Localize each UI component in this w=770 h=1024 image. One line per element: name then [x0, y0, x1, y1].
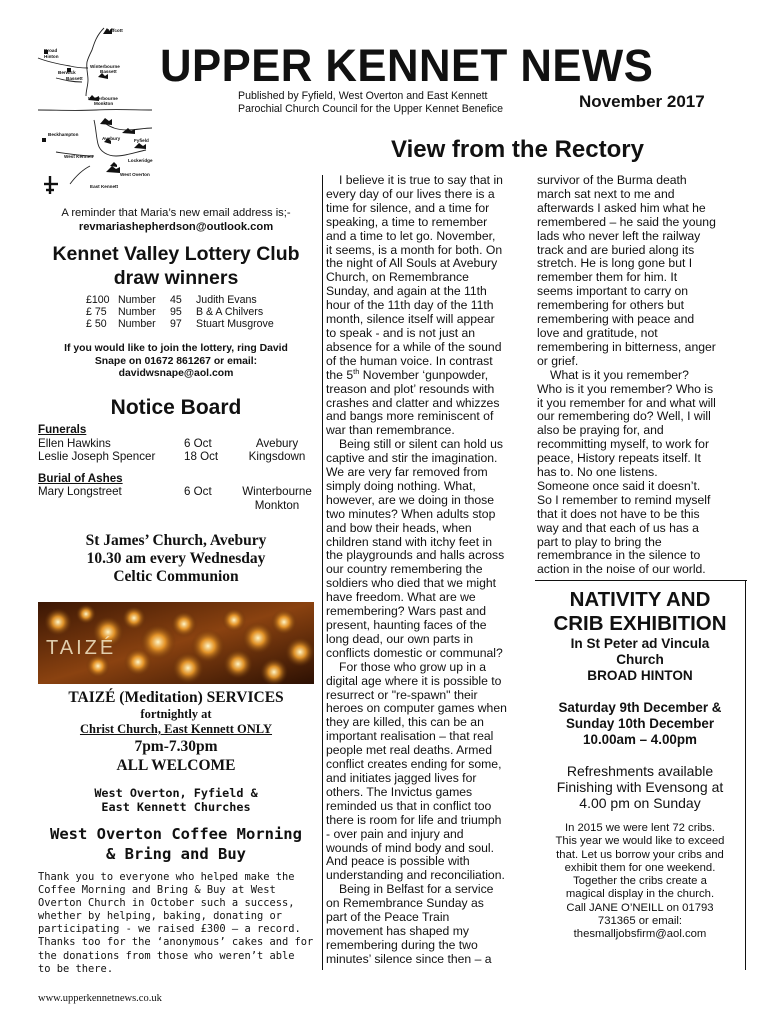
article-line: remembering for others but [537, 298, 684, 313]
area-map-illustration [36, 24, 154, 200]
lottery-prize: £ 50 [86, 318, 107, 330]
nativity-crib-appeal [537, 822, 743, 942]
article-line: two minutes? When adults stop [326, 506, 496, 521]
article-line: on Remembrance Sunday as [326, 896, 484, 911]
nativity-date-line-1: Saturday 9th December & [558, 700, 722, 715]
candle-glow [44, 608, 72, 636]
lottery-winner-row [86, 306, 274, 318]
nativity-title [537, 588, 743, 636]
map-label-broad-hinton-1: Broad [44, 48, 58, 53]
article-line: treason and plot’ resounds with [326, 381, 495, 396]
nativity-refresh-line-1: Refreshments available [566, 763, 714, 779]
nativity-title-line-1: NATIVITY AND [569, 588, 711, 611]
nativity-venue-line-1: In St Peter ad Vincula [570, 636, 710, 651]
rectory-article-title: View from the Rectory [391, 136, 644, 163]
article-line: remembrance in the silence to [537, 548, 701, 563]
article-line: remembered – he said the young [537, 214, 716, 229]
nativity-refresh-line-2: Finishing with Evensong at [556, 779, 724, 795]
article-line: simply doing nothing. What, [326, 478, 476, 493]
article-line: afterwards I asked him what he [537, 200, 706, 215]
publisher-line-2: Parochial Church Council for the Upper Kennet Benefice [238, 102, 503, 115]
taize-location: Christ Church, East Kennett ONLY [79, 722, 273, 736]
article-line: and a time to let go. November, [326, 228, 496, 243]
nativity-time: 10.00am – 4.00pm [583, 731, 697, 747]
article-line: movement has shaped my [326, 923, 469, 938]
article-line: war than remembrance. [326, 423, 455, 438]
email-address[interactable]: revmariashepherdson@outlook.com [78, 221, 274, 233]
article-line: part of the Peace Train [326, 910, 450, 925]
article-line: love and gratitude, not [537, 325, 658, 340]
map-label-berwick-1: Berwick [58, 70, 76, 75]
article-line: and initiates jagged lives for [326, 770, 477, 785]
article-line: stretch. He is long gone but I [537, 256, 693, 271]
article-paragraph [326, 366, 532, 439]
article-line: month, silence itself will appear [326, 312, 495, 327]
map-label-broad-hinton-2: Hinton [44, 54, 59, 59]
article-line: it you remember for and what will [537, 395, 716, 410]
article-line: And peace is possible with [326, 854, 470, 869]
article-line: the 5th November ‘gunpowder, [326, 366, 489, 382]
article-line: every day of our lives there is a [326, 186, 495, 201]
st-james-notice [38, 532, 314, 586]
article-line: of the human voice. In contrast [326, 353, 493, 368]
lottery-title-line-1: Kennet Valley Lottery Club [52, 243, 300, 265]
article-line: they are killed, this can be an [326, 715, 484, 730]
article-paragraph [537, 174, 743, 369]
article-paragraph [326, 438, 532, 661]
lottery-label: Number [118, 294, 156, 306]
taize-welcome: ALL WELCOME [116, 757, 236, 774]
st-james-line-2: 10.30 am every Wednesday [86, 550, 266, 567]
article-line: people met real deaths. Armed [326, 743, 492, 758]
article-line: present, haunting faces of the [326, 618, 487, 632]
article-line: heroes on computer games when [326, 701, 507, 716]
article-line: however, are we doing in those [326, 492, 495, 507]
article-line: So I remember to remind myself [537, 492, 711, 507]
map-label-winterbourne-bassett-2: Bassett [100, 69, 117, 74]
funeral-date: 6 Oct [184, 436, 212, 450]
coffee-title-line-2: & Bring and Buy [106, 845, 246, 863]
article-line: reminded us that in conflict too [326, 798, 492, 813]
article-line: crashes and clatter and whizzes [326, 395, 500, 410]
notice-board [38, 423, 314, 512]
article-paragraph [326, 174, 532, 369]
map-label-uffcott: Uffcott [108, 28, 123, 33]
map-label-east-kennett: East Kennett [90, 184, 119, 189]
article-line: resurrect or "re-spawn" their [326, 687, 478, 702]
candle-glow [172, 652, 204, 684]
article-line: Church, on Remembrance [326, 270, 469, 285]
article-line: Who is it you remember? Who is [537, 381, 714, 396]
article-line: the playgrounds and halls across [326, 548, 505, 563]
article-line: Being in Belfast for a service [339, 882, 494, 897]
lottery-prize: £ 75 [86, 306, 107, 318]
funeral-name: Ellen Hawkins [38, 436, 111, 450]
article-line: there is room for life and triumph [326, 812, 502, 827]
nativity-refreshments [537, 763, 743, 811]
ashes-heading: Burial of Ashes [38, 471, 123, 485]
coffee-body-line: the donations from those who weren’t able [38, 949, 295, 962]
map-label-winterbourne-monkton-2: Monkton [94, 101, 114, 106]
article-line: time for silence, and a time for [326, 200, 490, 215]
nativity-appeal-line: magical display in the church. [565, 888, 715, 901]
nativity-box-right-border [745, 580, 746, 970]
map-label-fyfield: Fyfield [134, 138, 149, 143]
candle-glow [222, 608, 246, 632]
article-line: Sunday, and again at the 11th [326, 284, 487, 299]
article-line: track and are buried along its [537, 242, 695, 257]
article-line: lads who never left the railway [537, 228, 701, 243]
article-line: captive and stir the imagination. [326, 451, 498, 466]
coffee-body-line: Overton Church in October such a success, [38, 897, 295, 910]
rectory-article-column-2 [537, 174, 743, 577]
nativity-appeal-line: Together the cribs create a [573, 875, 707, 888]
notice-board-title: Notice Board [110, 396, 242, 419]
lottery-name: B & A Chilvers [196, 306, 264, 318]
lottery-title [38, 242, 314, 290]
article-line: seems important to carry on [537, 284, 689, 299]
article-line: minutes’ silence since then – a [326, 951, 492, 966]
article-line: remember them for him. It [537, 270, 678, 285]
candle-glow [271, 609, 297, 635]
lottery-title-line-2: draw winners [113, 267, 239, 289]
st-james-line-1: St James’ Church, Avebury [85, 532, 267, 549]
article-line: remembering? Wars past and [326, 604, 487, 619]
article-line: it seems, is a month for both. On [326, 242, 503, 257]
lottery-winners-table [86, 294, 274, 330]
lottery-label: Number [118, 318, 156, 330]
nativity-appeal-line: This year we would like to exceed [555, 835, 725, 848]
article-line: wounds of mind body and soul. [326, 840, 495, 855]
nativity-appeal-line: 731365 or email: [597, 915, 683, 928]
funeral-row [38, 437, 314, 451]
candle-glow [76, 604, 96, 624]
article-line: remembering in bitterness, anger [537, 339, 716, 354]
coffee-body-line: Thank you to everyone who helped make the [38, 871, 295, 883]
nativity-venue-line-3: BROAD HINTON [587, 667, 693, 683]
article-line: have freedom. What are we [326, 590, 476, 605]
lottery-label: Number [118, 306, 156, 318]
nativity-dates [537, 700, 743, 747]
article-line: long dead, our own parts in [326, 631, 474, 646]
lottery-prize: £100 [86, 294, 110, 306]
coffee-body-line: whether by helping, baking, donating or [38, 910, 282, 923]
ashes-place-line-2: Monkton [254, 498, 300, 512]
candle-glow [285, 637, 314, 667]
ashes-name: Mary Longstreet [38, 485, 122, 498]
map-label-berwick-2: Bassett [66, 76, 83, 81]
taize-time: 7pm-7.30pm [134, 738, 218, 755]
article-line: action in the noise of our world. [537, 562, 706, 577]
candle-glow [223, 649, 253, 679]
masthead-title: UPPER KENNET NEWS [160, 40, 654, 91]
article-line: our remembering do? Well, I will [537, 409, 711, 424]
lottery-winner-row [86, 294, 274, 306]
ashes-row [38, 485, 314, 512]
candle-glow [122, 606, 146, 630]
nativity-refresh-line-3: 4.00 pm on Sunday [579, 795, 701, 811]
coffee-churches [38, 786, 314, 814]
candle-glow [171, 611, 197, 637]
article-paragraph [537, 369, 743, 578]
column-divider [322, 175, 323, 970]
coffee-title-line-1: West Overton Coffee Morning [50, 825, 302, 843]
nativity-appeal-line: exhibit them for one weekend. [564, 861, 716, 874]
article-line: conflicts domestic or communal? [326, 645, 503, 660]
funeral-name: Leslie Joseph Spencer [38, 450, 156, 463]
footer-website-link[interactable]: www.upperkennetnews.co.uk [38, 993, 162, 1004]
map-label-avebury: Avebury [102, 136, 121, 141]
article-line: children stand with itchy feet in [326, 534, 492, 549]
lottery-join-note [38, 343, 314, 381]
article-line: We are very far removed from [326, 465, 488, 480]
article-line: our country remembering the [326, 562, 483, 577]
nativity-appeal-line: In 2015 we were lent 72 cribs. [564, 822, 716, 834]
article-line: absence for a while of the sound [326, 339, 502, 354]
article-line: survivor of the Burma death [537, 173, 687, 187]
article-line: and bangs more reminiscent of [326, 409, 494, 424]
article-line: hour of the 11th day of the 11th [326, 298, 494, 313]
funeral-date: 18 Oct [184, 450, 219, 463]
map-label-winterbourne-monkton-1: Winterbourne [88, 96, 118, 101]
article-line: Being still or silent can hold us [339, 437, 503, 452]
coffee-body-line: Coffee Morning and Bring & Buy at West [38, 884, 276, 897]
nativity-venue [537, 636, 743, 683]
article-line: important realisation – that real [326, 729, 494, 744]
article-line: recommitting myself, to work for [537, 437, 710, 452]
coffee-churches-line-1: West Overton, Fyfield & [94, 786, 258, 800]
article-line: that it does not have to be this [537, 506, 700, 521]
coffee-body-line: participating - we raised £300 – a record. [38, 923, 301, 936]
coffee-morning-body [38, 871, 314, 976]
nativity-date-line-2: Sunday 10th December [565, 715, 715, 731]
lottery-name: Stuart Musgrove [196, 318, 274, 330]
map-label-west-kennett: West Kennett [64, 154, 94, 159]
lottery-join-line-2: Snape on 01672 861267 or email: [94, 355, 258, 367]
article-line: peace, History repeats itself. It [537, 451, 701, 466]
article-line: Someone once said it doesn’t. [537, 478, 701, 493]
lottery-number: 95 [170, 306, 182, 318]
article-line: also be praying for, and [537, 423, 664, 438]
article-line: part to play to bring the [537, 534, 662, 549]
article-line: speaking, a time to remember [326, 214, 488, 229]
article-line: understanding and reconciliation. [326, 868, 505, 883]
candle-glow [242, 622, 274, 654]
nativity-appeal-line: Call JANE O’NEILL on 01793 [566, 901, 714, 914]
coffee-churches-line-2: East Kennett Churches [101, 800, 251, 814]
lottery-name: Judith Evans [196, 294, 257, 306]
coffee-body-line: to be there. [38, 962, 114, 975]
funeral-place: Avebury [255, 436, 299, 450]
article-line: - over pain and injury and [326, 826, 464, 841]
taize-title: TAIZÉ (Meditation) SERVICES [68, 689, 284, 706]
nativity-contact-email[interactable]: thesmalljobsfirm@aol.com [573, 928, 707, 941]
funeral-place: Kingsdown [248, 450, 306, 463]
article-line: digital age where it is possible to [326, 673, 502, 688]
map-label-west-overton: West Overton [120, 172, 150, 177]
lottery-join-line-1: If you would like to join the lottery, ring David [64, 343, 288, 354]
lottery-join-email[interactable]: davidwsnape@aol.com [118, 368, 234, 379]
email-reminder [38, 206, 314, 234]
article-line: conflict creates ending for some, [326, 757, 502, 772]
taize-candles-image [38, 602, 314, 684]
article-line: I believe it is true to say that in [339, 173, 503, 187]
map-label-lockeridge: Lockeridge [128, 158, 153, 163]
funeral-row [38, 450, 314, 464]
nativity-venue-line-2: Church [616, 651, 664, 667]
masthead-publisher [238, 90, 503, 115]
issue-date: November 2017 [579, 92, 705, 111]
taize-frequency: fortnightly at [140, 707, 212, 721]
taize-services [38, 688, 314, 775]
ashes-place-line-1: Winterbourne [242, 485, 312, 498]
st-james-line-3: Celtic Communion [113, 568, 239, 585]
ashes-place [240, 485, 314, 512]
coffee-morning-title [38, 824, 314, 864]
rectory-article-column-1 [326, 174, 532, 967]
candle-glow [124, 648, 152, 676]
nativity-appeal-line: that. Let us borrow your cribs and [556, 848, 724, 861]
map-label-beckhampton: Beckhampton [48, 132, 79, 137]
article-line: to speak - and is not just an [326, 325, 476, 340]
lottery-number: 97 [170, 318, 182, 330]
article-line: others. The Invictus games [326, 784, 473, 799]
email-reminder-text: A reminder that Maria’s new email address is;- [61, 207, 291, 219]
lottery-number: 45 [170, 294, 182, 306]
taize-image-word: TAIZÉ [46, 637, 117, 659]
article-line: For those who grow up in a [339, 659, 487, 674]
coffee-body-line: Thanks too for the ‘anonymous’ cakes and for [38, 936, 314, 949]
article-line: What is it you remember? [550, 367, 689, 382]
lottery-winner-row [86, 318, 274, 330]
map-label-winterbourne-bassett-1: Winterbourne [90, 64, 120, 69]
article-paragraph [326, 661, 532, 884]
article-line: remembering with peace and [537, 312, 695, 327]
article-line: and bow their heads, when [326, 520, 472, 535]
nativity-box-top-border [535, 580, 747, 581]
article-line: the night of All Souls at Avebury [326, 256, 498, 271]
article-line: or grief. [537, 353, 579, 368]
article-paragraph [326, 883, 532, 966]
ashes-date: 6 Oct [184, 485, 212, 498]
article-line: remembering during the two [326, 937, 478, 952]
article-line: soldiers who died that we might [326, 576, 497, 591]
publisher-line-1: Published by Fyfield, West Overton and East Kennett [238, 90, 488, 102]
funerals-heading: Funerals [38, 423, 87, 436]
article-line: has to. No one listens. [537, 465, 658, 480]
article-line: way and that each of us has a [537, 520, 699, 535]
article-line: march sat next to me and [537, 186, 675, 201]
nativity-title-line-2: CRIB EXHIBITION [553, 612, 727, 635]
